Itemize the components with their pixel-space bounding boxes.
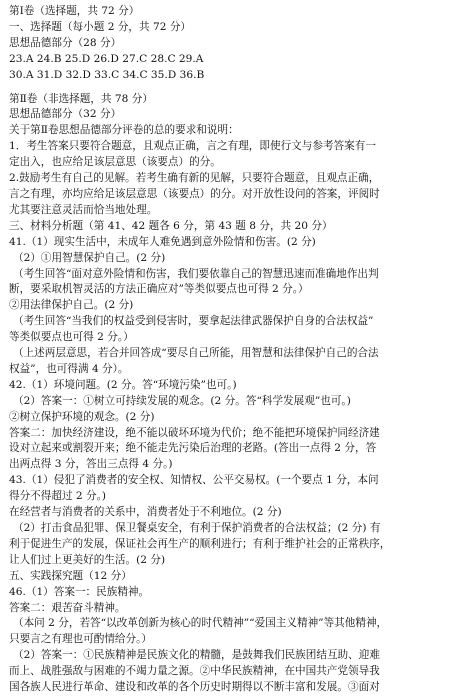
text-line: 设对立起来或割裂开来；绝不能走先污染后治理的老路。(答出一点得 2 分，答	[9, 442, 377, 455]
question-41: 41.（1）现实生活中，未成年人难免遇到意外险情和伤害。(2 分)	[9, 235, 316, 248]
text-line: （考生回答“当我们的权益受到侵害时，要拿起法律武器保护自身的合法权益”	[13, 315, 374, 328]
text-line: 定出入，也应给足该层意思（该要点）的分。	[9, 156, 221, 169]
text-line: （上述两层意思，若合并回答成“要尽自己所能，用智慧和法律保护自己的合法	[13, 347, 379, 360]
text-line: （2）答案一：①树立可持续发展的观念。(2 分。答“科学发展观”也可。)	[13, 394, 351, 407]
part1-heading: 第Ⅰ卷（选择题，共 72 分）	[9, 5, 140, 17]
text-line: 只要言之有理也可酌情给分。）	[9, 633, 153, 646]
text-line: 出两点得 3 分，答出三点得 4 分。)	[9, 458, 173, 471]
text-line: ②树立保护环境的观念。(2 分)	[9, 410, 155, 423]
section-heading: 一、选择题（每小题 2 分，共 72 分）	[9, 20, 192, 33]
part2-heading: 第Ⅱ卷（非选择题，共 78 分）	[9, 92, 153, 105]
subsection-heading: 思想品德部分（32 分）	[9, 108, 122, 121]
text-line: ②用法律保护自己。(2 分)	[9, 299, 134, 312]
text-line: 答案二：加快经济建设，绝不能以破坏环境为代价；绝不能把环境保护同经济建	[9, 426, 380, 439]
spacer	[9, 84, 451, 92]
text-line: （2）打击食品犯罪、保卫餐桌安全，有利于保护消费者的合法权益；(2 分) 有	[13, 522, 381, 534]
section-heading: 三、材料分析题（第 41、42 题各 6 分，第 43 题 8 分，共 20 分）	[9, 219, 333, 232]
answer-row: 30.A 31.D 32.D 33.C 34.C 35.D 36.B	[9, 68, 205, 81]
question-42: 42.（1）环境问题。(2 分。答“环境污染”也可。)	[9, 378, 237, 391]
text-line: 得分不得超过 2 分。)	[9, 490, 107, 503]
text-line: 权益”，也可得满 4 分）。	[9, 362, 129, 375]
text-line: 言之有理，亦均应给足该层意思（该要点）的分。对开放性设问的答案，评阅时	[9, 187, 380, 200]
text-line: 等类似要点也可得 2 分。）	[9, 331, 134, 344]
text-line: 让人们过上更美好的生活。(2 分)	[9, 553, 166, 566]
section-heading: 五、实践探究题（12 分）	[9, 569, 132, 582]
question-46: 46.（1）答案一：民族精神。	[9, 585, 150, 598]
grading-notes-heading: 关于第Ⅱ卷思想品德部分评卷的总的要求和说明：	[9, 124, 239, 137]
subsection-heading: 思想品德部分（28 分）	[9, 36, 122, 49]
answer-row: 23.A 24.B 25.D 26.D 27.C 28.C 29.A	[9, 52, 204, 65]
text-line: 答案二：艰苦奋斗精神。	[9, 601, 126, 614]
text-line: 1．考生答案只要符合题意，且观点正确，言之有理，即使行文与参考答案有一	[9, 140, 376, 153]
text-line: 2.鼓励考生有自己的见解。若考生确有新的见解，只要符合题意，且观点正确，	[9, 172, 380, 185]
text-line: （2）①用智慧保护自己。(2 分)	[13, 251, 166, 264]
text-line: 而上、战胜强敌与困难的不竭力量之源。②中华民族精神，在中国共产党领导我	[9, 665, 380, 678]
text-line: 断，要采取机智灵活的方法正确应对”等类似要点也可得 2 分。）	[9, 283, 309, 296]
text-line: 国各族人民进行革命、建设和改革的各个历史时期得以不断丰富和发展。③面对	[9, 681, 380, 694]
text-line: （2）答案一：①民族精神是民族文化的精髓，是鼓舞我们民族团结互助、迎难	[13, 649, 380, 662]
text-line: （考生回答“面对意外险情和伤害，我们要依靠自己的智慧迅速而准确地作出判	[13, 267, 379, 280]
text-line: 在经营者与消费者的关系中，消费者处于不利地位。(2 分)	[9, 506, 282, 519]
text-line: 利于促进生产的发展，保证社会再生产的顺利进行；有利于维护社会的正常秩序，	[9, 537, 391, 550]
text-line: 尤其要注意灵活而恰当地处理。	[9, 203, 158, 216]
question-43: 43.（1）侵犯了消费者的安全权、知情权、公平交易权。(一个要点 1 分，本问	[9, 474, 379, 487]
text-line: （本问 2 分，若答“以改革创新为核心的时代精神”“爱国主义精神”等其他精神，	[13, 617, 388, 630]
